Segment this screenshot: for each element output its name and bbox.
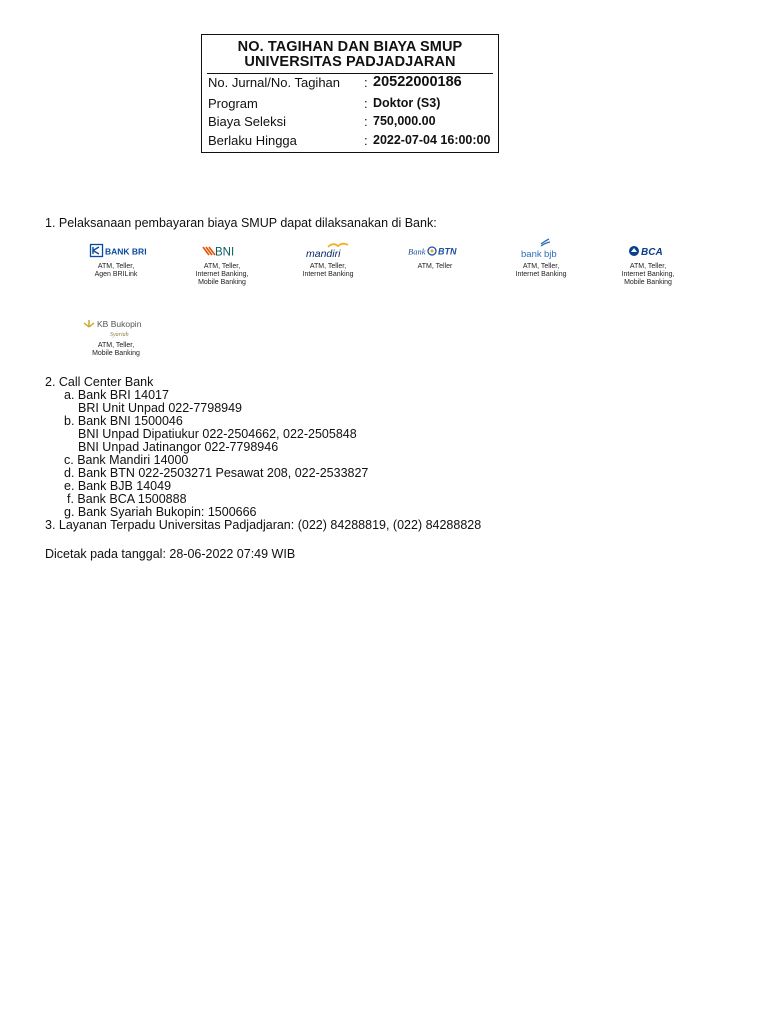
svg-text:BCA: BCA (641, 247, 663, 258)
bank-mandiri (273, 241, 383, 279)
bank-service-line: Internet Banking (302, 271, 354, 279)
bill-row-label: Biaya Seleksi (208, 114, 287, 129)
bca-logo-icon (593, 241, 703, 261)
bill-row-program (208, 96, 494, 114)
kb-bukopin-logo-icon (61, 316, 171, 340)
bill-box (201, 34, 499, 153)
svg-text:BANK BRI: BANK BRI (105, 246, 147, 257)
bank-service-line: Mobile Banking (92, 350, 140, 358)
call-center-line: BRI Unit Unpad 022-7798949 (78, 401, 243, 415)
bank-service-line: ATM, Teller (417, 263, 453, 270)
bill-number-value: 20522000186 (373, 74, 462, 90)
bank-service-line: Internet Banking (515, 271, 567, 279)
svg-text:BNI: BNI (215, 246, 235, 259)
bill-row-fee (208, 114, 494, 132)
service-line: 3. Layanan Terpadu Universitas Padjadjaran: (022) 84288819, (022) 84288828 (45, 518, 482, 532)
program-value: Doktor (S3) (373, 96, 441, 110)
bank-service-line: Mobile Banking (198, 279, 246, 287)
bill-title (202, 40, 498, 70)
svg-text:bjb: bjb (544, 249, 557, 260)
call-center-line: b. Bank BNI 1500046 (64, 414, 183, 428)
bank-service-line: Internet Banking, (621, 271, 675, 279)
svg-text:mandiri: mandiri (306, 248, 341, 260)
bill-row-label: Program (208, 96, 258, 111)
bank-service-line: Mobile Banking (624, 279, 672, 287)
bank-service-line: ATM, Teller, (522, 263, 560, 270)
bank-bca (593, 241, 703, 288)
bank-service-line: Internet Banking, (195, 271, 249, 279)
bill-row-valid-until (208, 133, 494, 151)
svg-text:Syariah: Syariah (110, 332, 129, 338)
bill-row-colon: : (364, 133, 368, 148)
bank-bni (167, 241, 277, 288)
bank-bri (61, 241, 171, 279)
svg-text:KB Bukopin: KB Bukopin (97, 319, 142, 329)
svg-text:bank: bank (521, 249, 542, 260)
call-center-line: d. Bank BTN 022-2503271 Pesawat 208, 022-2533827 (64, 466, 369, 480)
bill-row-label: Berlaku Hingga (208, 133, 297, 148)
svg-text:Bank: Bank (408, 246, 426, 257)
bni-logo-icon (167, 241, 277, 261)
valid-until-value: 2022-07-04 16:00:00 (373, 133, 491, 147)
bjb-logo-icon (486, 237, 596, 261)
call-center-line: f. Bank BCA 1500888 (67, 492, 187, 506)
call-center-heading: 2. Call Center Bank (45, 375, 154, 389)
printed-date: Dicetak pada tanggal: 28-06-2022 07:49 WIB (45, 547, 296, 561)
bill-row-colon: : (364, 114, 368, 129)
bill-title-line2: UNIVERSITAS PADJADJARAN (244, 54, 456, 70)
bank-bjb (486, 237, 596, 279)
bill-row-colon: : (364, 75, 368, 90)
svg-text:BTN: BTN (438, 246, 457, 257)
bank-service-line: Agen BRILink (94, 271, 138, 279)
btn-logo-icon (380, 241, 490, 261)
call-center-line: e. Bank BJB 14049 (64, 479, 172, 493)
mandiri-logo-icon (273, 241, 383, 261)
call-center-line: BNI Unpad Jatinangor 022-7798946 (78, 440, 279, 454)
bill-row-journal (208, 75, 494, 93)
bank-btn (380, 241, 490, 271)
bill-row-label: No. Jurnal/No. Tagihan (208, 75, 341, 90)
call-center-line: g. Bank Syariah Bukopin: 1500666 (64, 505, 257, 519)
bank-service-line: ATM, Teller, (97, 263, 135, 270)
call-center-line: c. Bank Mandiri 14000 (64, 453, 189, 467)
bank-kb-bukopin (61, 316, 171, 358)
bill-title-line1: NO. TAGIHAN DAN BIAYA SMUP (237, 39, 463, 55)
bri-logo-icon (61, 241, 171, 261)
bank-service-line: ATM, Teller, (629, 263, 667, 270)
call-center-line: BNI Unpad Dipatiukur 022-2504662, 022-2505848 (78, 427, 357, 441)
payment-heading: 1. Pelaksanaan pembayaran biaya SMUP dapat dilaksanakan di Bank: (45, 216, 437, 230)
fee-value: 750,000.00 (373, 114, 436, 128)
call-center-line: a. Bank BRI 14017 (64, 388, 169, 402)
bank-service-line: ATM, Teller, (203, 263, 241, 270)
bank-service-line: ATM, Teller, (309, 263, 347, 270)
bill-row-colon: : (364, 96, 368, 111)
bank-service-line: ATM, Teller, (97, 342, 135, 349)
